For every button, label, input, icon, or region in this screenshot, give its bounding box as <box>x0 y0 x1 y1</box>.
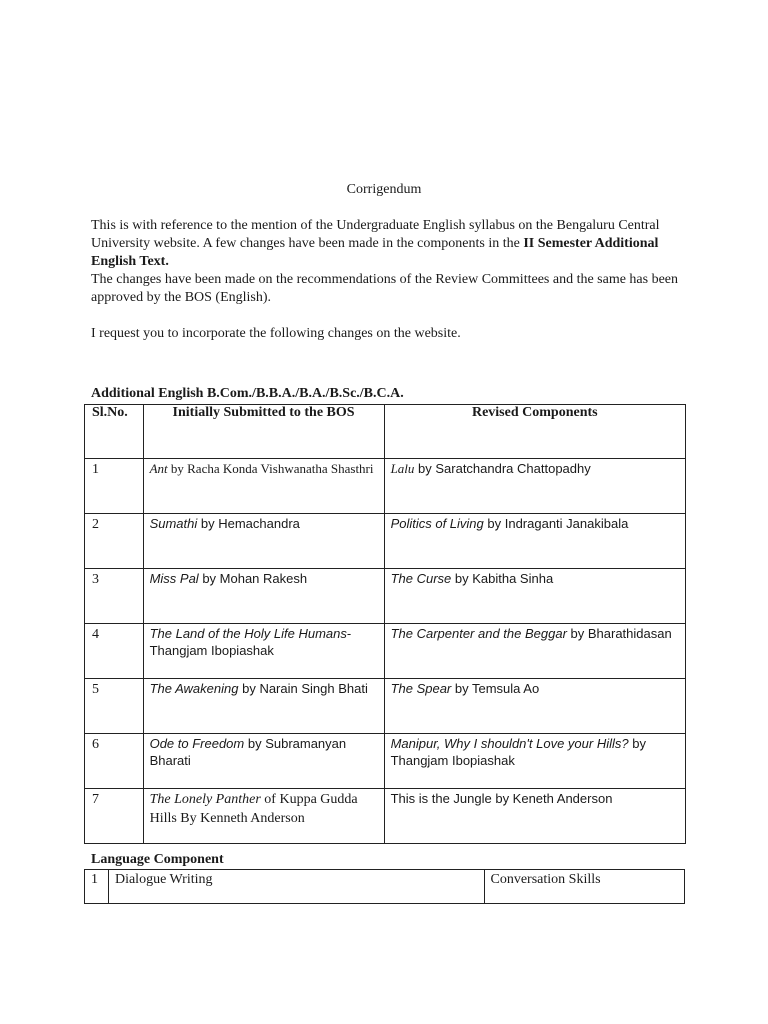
table-row <box>85 514 686 569</box>
revised-cell <box>384 789 685 844</box>
initial-cell <box>143 679 384 734</box>
revised-author: by Indraganti Janakibala <box>483 516 629 531</box>
row-number: 5 <box>85 679 144 734</box>
initial-author: by Narain Singh Bhati <box>238 681 368 696</box>
initial-title: Miss Pal <box>149 571 199 586</box>
revised-cell <box>384 459 685 514</box>
revised-title: The Carpenter and the Beggar <box>390 626 567 641</box>
initial-cell <box>143 569 384 624</box>
revised-author: by Bharathidasan <box>566 626 672 641</box>
initial-author: by Mohan Rakesh <box>198 571 308 586</box>
intro-text: This is with reference to the mention of the Undergraduate English syllabus on the Bengaluru Central University website. A few changes have been made in the components in the <box>91 218 660 251</box>
row-number: 1 <box>85 870 109 904</box>
language-heading: Language Component <box>91 852 224 867</box>
revised-cell <box>384 679 685 734</box>
revised-author: by Thangjam Ibopiashak <box>390 736 646 768</box>
revised-cell <box>384 624 685 679</box>
revised-title: The Curse <box>390 571 452 586</box>
header-slno: Sl.No. <box>85 405 144 459</box>
table-row <box>85 679 686 734</box>
table-header-row <box>85 405 686 459</box>
initial-title: Ode to Freedom <box>149 736 245 751</box>
row-number: 1 <box>85 459 144 514</box>
revised-author: by Kabitha Sinha <box>451 571 554 586</box>
initial-cell <box>143 459 384 514</box>
changes-table <box>84 404 686 844</box>
intro-bold-text: II Semester Additional English Text. <box>91 236 659 269</box>
table-row <box>85 789 686 844</box>
initial-author: by Hemachandra <box>197 516 300 531</box>
initial-cell <box>143 789 384 844</box>
row-number: 2 <box>85 514 144 569</box>
initial-author: - Thangjam Ibopiashak <box>149 626 352 658</box>
revised-title: Politics of Living <box>390 516 484 531</box>
revised-title: Manipur, Why I shouldn't Love your Hills? <box>390 736 629 751</box>
initial-author: by Subramanyan Bharati <box>149 736 347 768</box>
revised-title: The Spear <box>390 681 452 696</box>
revised-cell <box>384 569 685 624</box>
initial-cell <box>143 624 384 679</box>
language-table <box>84 869 685 904</box>
initial-cell <box>143 734 384 789</box>
row-number: 3 <box>85 569 144 624</box>
revised-author: by Saratchandra Chattopadhy <box>414 461 591 476</box>
table-row <box>85 734 686 789</box>
initial-title: Ant <box>149 461 168 476</box>
revised-title: Lalu <box>390 461 415 476</box>
revised-cell <box>384 514 685 569</box>
row-number: 6 <box>85 734 144 789</box>
revised-author: by Temsula Ao <box>451 681 540 696</box>
header-initial: Initially Submitted to the BOS <box>143 405 384 459</box>
table-row <box>85 870 685 904</box>
initial-cell: Dialogue Writing <box>108 870 484 904</box>
header-revised: Revised Components <box>384 405 685 459</box>
table-row <box>85 459 686 514</box>
table-heading: Additional English B.Com./B.B.A./B.A./B.Sc./B.C.A. <box>91 386 404 401</box>
revised-cell <box>384 734 685 789</box>
initial-cell <box>143 514 384 569</box>
initial-author: of Kuppa Gudda Hills By Kenneth Anderson <box>149 792 358 826</box>
initial-title: The Land of the Holy Life Humans <box>149 626 347 641</box>
initial-title: Sumathi <box>149 516 198 531</box>
row-number: 7 <box>85 789 144 844</box>
document-title: Corrigendum <box>346 182 422 197</box>
revised-author: This is the Jungle by Keneth Anderson <box>390 791 613 806</box>
table-row <box>85 624 686 679</box>
initial-title: The Awakening <box>149 681 239 696</box>
revised-cell: Conversation Skills <box>484 870 685 904</box>
intro-paragraph <box>91 217 691 271</box>
row-number: 4 <box>85 624 144 679</box>
request-paragraph: I request you to incorporate the following changes on the website. <box>91 326 461 341</box>
initial-title: The Lonely Panther <box>149 792 261 807</box>
initial-author: by Racha Konda Vishwanatha Shasthri <box>167 461 374 476</box>
approval-paragraph: The changes have been made on the recommendations of the Review Committees and the same has been approved by the BOS (English). <box>91 272 679 305</box>
table-row <box>85 569 686 624</box>
